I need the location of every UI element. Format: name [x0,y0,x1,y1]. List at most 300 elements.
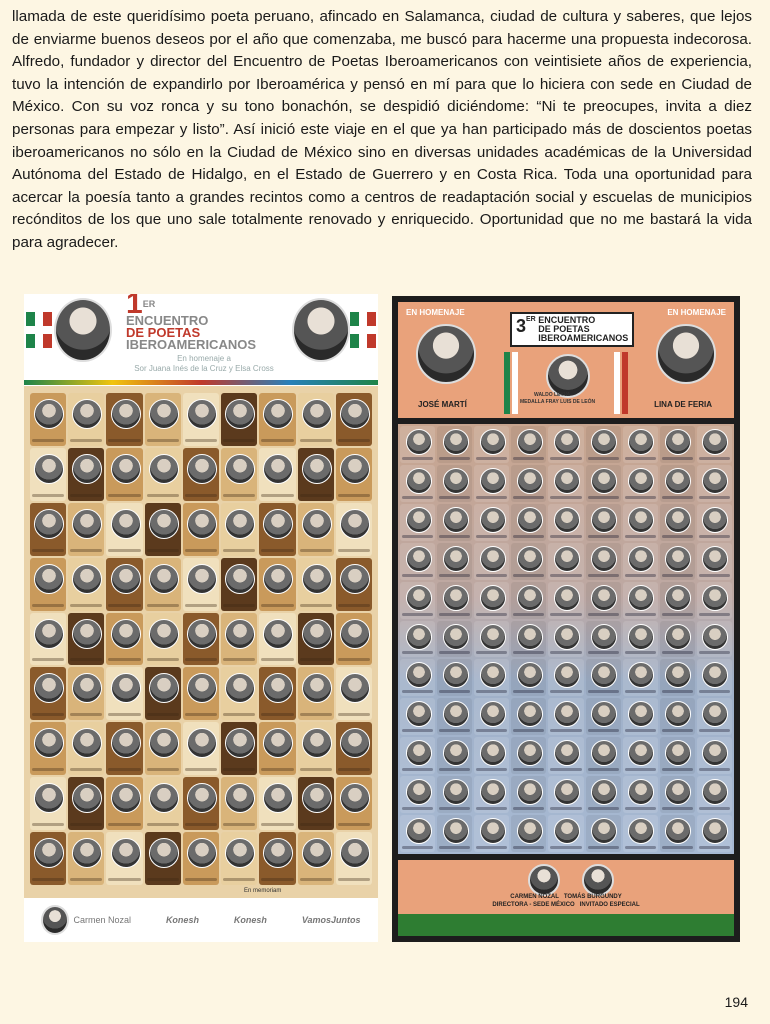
poet-caption [223,494,255,497]
poet-face [591,507,617,533]
mexico-flag-icon [350,334,376,348]
poet-portrait-tile [437,815,472,852]
footer-left-name: CARMEN NOZAL [510,894,559,900]
poet-face [517,818,543,844]
poet-caption [476,729,507,732]
poet-caption [662,768,693,771]
poet-face [517,468,543,494]
poet-portrait-tile [586,426,621,463]
poet-face [406,507,432,533]
poet-portrait-tile [400,465,435,502]
poet-portrait-tile [336,503,372,556]
poet-portrait-tile [30,503,66,556]
poet-portrait-tile [586,582,621,619]
poster1-ordinal: 1 [126,294,143,320]
poet-face [443,546,469,572]
poet-face [480,546,506,572]
poet-face [406,701,432,727]
poet-caption [402,768,433,771]
poet-face [111,838,141,868]
poet-face [149,509,179,539]
poet-portrait-tile [400,659,435,696]
poet-face [591,662,617,688]
poet-caption [513,807,544,810]
poet-caption [108,878,140,881]
poster-third-encuentro [392,296,740,942]
poet-face [340,728,370,758]
poet-face [111,619,141,649]
poet-caption [699,807,730,810]
poet-portrait-tile [511,815,546,852]
poet-portrait-tile [660,659,695,696]
poster1-title-line: ENCUENTRO [126,313,209,328]
poet-portrait-tile [511,621,546,658]
poet-portrait-tile [298,613,334,666]
poet-face [554,507,580,533]
poet-caption [625,535,656,538]
poet-caption [550,535,581,538]
poet-caption [476,807,507,810]
poet-caption [550,496,581,499]
poet-portrait-tile [145,558,181,611]
poet-portrait-tile [437,737,472,774]
poet-portrait-tile [68,613,104,666]
poet-portrait-tile [68,503,104,556]
poet-caption [338,658,370,661]
poet-portrait-tile [30,667,66,720]
poet-caption [70,768,102,771]
poet-caption [147,494,179,497]
poet-face [111,728,141,758]
poet-caption [588,535,619,538]
poet-portrait-tile [548,621,583,658]
poet-caption [513,690,544,693]
poet-face [628,740,654,766]
poet-portrait-tile [474,737,509,774]
poet-face [34,673,64,703]
poet-portrait-tile [697,504,732,541]
poet-portrait-tile [623,621,658,658]
poster2-header [398,302,734,418]
poet-face [149,619,179,649]
poet-face [665,662,691,688]
poet-caption [439,729,470,732]
poet-caption [588,613,619,616]
poet-face [517,585,543,611]
poet-portrait-tile [30,558,66,611]
poet-caption [513,768,544,771]
poet-caption [185,878,217,881]
poster2-title-line: ENCUENTRO [538,315,596,326]
poet-portrait-tile [623,504,658,541]
poet-face [263,619,293,649]
poet-caption [108,549,140,552]
poet-caption [147,768,179,771]
poet-face [225,619,255,649]
poet-face [628,662,654,688]
poster-first-encuentro [24,294,378,942]
poet-caption [338,768,370,771]
poet-caption [662,651,693,654]
poster1-poet-grid [30,393,372,885]
poet-portrait-tile [221,832,257,885]
medal-recipient-name: WALDO LEYVA [534,392,571,398]
poet-portrait-tile [697,582,732,619]
poet-portrait-tile [511,737,546,774]
poet-face [225,728,255,758]
poet-face [443,507,469,533]
director-portrait [41,905,69,935]
poet-portrait-tile [145,448,181,501]
poet-caption [550,846,581,849]
poet-portrait-tile [336,832,372,885]
poet-face [591,585,617,611]
poet-portrait-tile [437,504,472,541]
poet-face [406,818,432,844]
poet-portrait-tile [660,543,695,580]
poet-caption [476,574,507,577]
poet-portrait-tile [145,667,181,720]
poet-caption [662,574,693,577]
poet-caption [185,658,217,661]
poet-portrait-tile [106,393,142,446]
poet-portrait-tile [400,737,435,774]
poet-face [34,509,64,539]
poet-caption [402,574,433,577]
poet-portrait-tile [298,503,334,556]
footer-right-role: INVITADO ESPECIAL [579,902,640,908]
poet-caption [662,457,693,460]
poet-caption [476,496,507,499]
poet-portrait-tile [548,426,583,463]
poet-portrait-tile [183,613,219,666]
poet-face [702,585,728,611]
poet-caption [625,690,656,693]
poet-portrait-tile [221,777,257,830]
poet-face [340,838,370,868]
poet-caption [625,846,656,849]
poet-portrait-tile [106,558,142,611]
poet-portrait-tile [548,659,583,696]
poet-caption [185,713,217,716]
poet-face [591,818,617,844]
poster2-ordinal-suffix: ER [526,316,536,323]
poet-caption [588,690,619,693]
poet-portrait-tile [660,776,695,813]
poet-portrait-tile [298,558,334,611]
poet-face [517,507,543,533]
poet-face [665,546,691,572]
footer-left-role: DIRECTORA - SEDE MÉXICO [492,902,575,908]
poet-caption [550,729,581,732]
poet-caption [699,613,730,616]
poet-face [72,838,102,868]
poet-portrait-tile [106,722,142,775]
poet-caption [70,823,102,826]
poet-portrait-tile [68,448,104,501]
poet-portrait-tile [400,543,435,580]
poet-face [480,624,506,650]
poet-face [72,564,102,594]
poet-caption [223,658,255,661]
poet-caption [402,457,433,460]
poet-portrait-tile [474,465,509,502]
poet-face [702,818,728,844]
poet-caption [70,549,102,552]
poster1-title [126,294,286,352]
poet-portrait-tile [68,722,104,775]
poet-portrait-tile [623,698,658,735]
poet-face [225,399,255,429]
poet-caption [588,651,619,654]
poet-portrait-tile [474,776,509,813]
poet-face [628,546,654,572]
poet-face [702,779,728,805]
poet-face [702,701,728,727]
poet-face [72,399,102,429]
poet-portrait-tile [259,393,295,446]
poet-face [340,454,370,484]
poet-caption [147,439,179,442]
poet-face [187,673,217,703]
poet-caption [261,494,293,497]
poet-portrait-tile [437,621,472,658]
poet-caption [550,574,581,577]
poet-face [480,818,506,844]
poet-portrait-tile [623,465,658,502]
poet-face [480,585,506,611]
poet-caption [662,807,693,810]
poet-portrait-tile [30,832,66,885]
poet-caption [513,457,544,460]
poet-portrait-tile [400,426,435,463]
poet-caption [662,690,693,693]
poet-face [302,454,332,484]
poet-caption [300,494,332,497]
poet-portrait-tile [30,722,66,775]
poet-face [554,701,580,727]
poet-caption [476,457,507,460]
poet-portrait-tile [548,698,583,735]
poet-face [406,740,432,766]
poet-caption [223,713,255,716]
poet-face [443,818,469,844]
poet-face [34,728,64,758]
poet-caption [185,439,217,442]
poet-portrait-tile [259,667,295,720]
poet-portrait-tile [221,393,257,446]
poet-face [628,507,654,533]
poet-face [554,740,580,766]
poet-caption [70,439,102,442]
poet-caption [300,768,332,771]
poet-portrait-tile [145,722,181,775]
poet-face [187,399,217,429]
poet-face [111,454,141,484]
poet-portrait-tile [437,426,472,463]
poet-face [480,701,506,727]
poet-portrait-tile [259,503,295,556]
poet-face [187,838,217,868]
poet-portrait-tile [586,543,621,580]
poet-portrait-tile [548,543,583,580]
poet-portrait-tile [623,815,658,852]
poet-caption [513,846,544,849]
poet-portrait-tile [336,613,372,666]
tomas-burgundy-portrait [582,864,614,896]
poet-face [225,564,255,594]
poet-face [302,838,332,868]
poet-face [72,454,102,484]
poet-face [665,429,691,455]
poet-portrait-tile [145,832,181,885]
poet-face [406,624,432,650]
poet-portrait-tile [68,667,104,720]
poet-caption [439,535,470,538]
poet-face [628,818,654,844]
poet-face [187,728,217,758]
poet-portrait-tile [697,621,732,658]
poet-caption [699,496,730,499]
poet-caption [625,729,656,732]
poet-portrait-tile [400,815,435,852]
poet-caption [439,457,470,460]
poet-caption [513,496,544,499]
poet-caption [147,823,179,826]
honoree-right: LINA DE FERIA [654,400,712,409]
poet-portrait-tile [474,582,509,619]
konesh-logo: Konesh [165,915,199,925]
poet-caption [147,549,179,552]
poet-caption [588,807,619,810]
poet-face [72,673,102,703]
poet-caption [476,535,507,538]
poet-caption [402,729,433,732]
poet-face [34,783,64,813]
poet-portrait-tile [586,776,621,813]
poet-face [554,546,580,572]
poet-face [591,429,617,455]
poet-portrait-tile [298,667,334,720]
poet-caption [185,823,217,826]
poster1-title-line: DE POETAS [126,325,201,340]
poet-portrait-tile [183,722,219,775]
poet-face [225,783,255,813]
poet-face [517,701,543,727]
poet-portrait-tile [30,393,66,446]
poet-portrait-tile [623,737,658,774]
poet-portrait-tile [474,543,509,580]
poet-face [302,509,332,539]
poet-caption [402,807,433,810]
poet-portrait-tile [298,777,334,830]
poet-face [263,564,293,594]
poet-caption [476,690,507,693]
poet-caption [588,768,619,771]
poet-face [72,728,102,758]
konesh-logo: Konesh [233,915,267,925]
poet-caption [625,496,656,499]
poet-face [554,779,580,805]
poet-face [302,399,332,429]
poet-caption [625,574,656,577]
poet-caption [261,604,293,607]
poet-face [702,624,728,650]
poet-face [263,838,293,868]
poet-caption [402,690,433,693]
poet-caption [338,604,370,607]
poster2-title-line: DE POETAS [538,324,590,335]
poet-face [263,399,293,429]
poet-face [187,783,217,813]
poet-face [554,662,580,688]
poet-portrait-tile [68,832,104,885]
poet-caption [261,768,293,771]
poet-portrait-tile [697,776,732,813]
poet-caption [223,439,255,442]
poet-portrait-tile [511,582,546,619]
poet-face [628,779,654,805]
poet-caption [32,768,64,771]
poet-caption [439,690,470,693]
poet-caption [300,823,332,826]
body-paragraph: llamada de este queridísimo poeta peruano, afincado en Salamanca, ciudad de cultura y saberes, que lejos de enviarme buenos deseos por el año que comenzaba, me buscó para hacerme una propuesta indecorosa. Alfredo, fundador y director del Encuentro de Poetas Iberoamericanos con veintisiete años de experiencia, tuvo la intención de expandirlo por Iberoamérica y pensó en mí para que lo hiciera con sede en Ciudad de México. Con su voz ronca y su tono bonachón, se despidió diciéndome: “Ni te preocupes, invita a diez personas para empezar y listo”. Así inició este viaje en el que ya han participado más de doscientos poetas iberoamericanos no sólo en la Ciudad de México sino en diversas unidades académicas de la Universidad Autónoma del Estado de Hidalgo, en el Estado de Guerrero y en Costa Rica. Toda una oportunidad para acercar la poesía tanto a grandes recintos como a centros de readaptación social y escuelas de municipios recónditos de los que uno sale totalmente renovado y enriquecido. Oportunidad que no me bastará la vida para agradecer. [12,8,752,251]
poet-face [628,701,654,727]
poet-caption [625,768,656,771]
poet-caption [147,713,179,716]
poet-portrait-tile [586,737,621,774]
poet-portrait-tile [474,426,509,463]
poet-caption [338,823,370,826]
poet-face [263,673,293,703]
poet-portrait-tile [697,815,732,852]
poet-portrait-tile [511,698,546,735]
poet-caption [662,729,693,732]
poet-portrait-tile [586,698,621,735]
poet-portrait-tile [660,582,695,619]
poet-face [406,429,432,455]
poet-caption [261,878,293,881]
footer-roles [398,902,734,908]
poet-caption [261,658,293,661]
poet-caption [223,823,255,826]
poet-caption [185,549,217,552]
poet-caption [32,439,64,442]
poet-portrait-tile [548,465,583,502]
mexico-flag-icon [26,312,52,326]
poet-portrait-tile [437,543,472,580]
poet-face [406,585,432,611]
poet-face [443,662,469,688]
poet-face [340,783,370,813]
poet-face [480,468,506,494]
poet-face [149,838,179,868]
poet-caption [300,439,332,442]
poet-caption [625,613,656,616]
poster1-ordinal-suffix: ER [142,299,156,309]
poet-portrait-tile [660,426,695,463]
poet-portrait-tile [30,613,66,666]
poet-face [340,509,370,539]
poet-portrait-tile [511,659,546,696]
poet-face [702,468,728,494]
poet-face [480,662,506,688]
poet-face [340,564,370,594]
poster1-homage-line: En homenaje a [177,354,231,363]
poet-portrait-tile [623,776,658,813]
poet-face [72,619,102,649]
poet-caption [662,535,693,538]
